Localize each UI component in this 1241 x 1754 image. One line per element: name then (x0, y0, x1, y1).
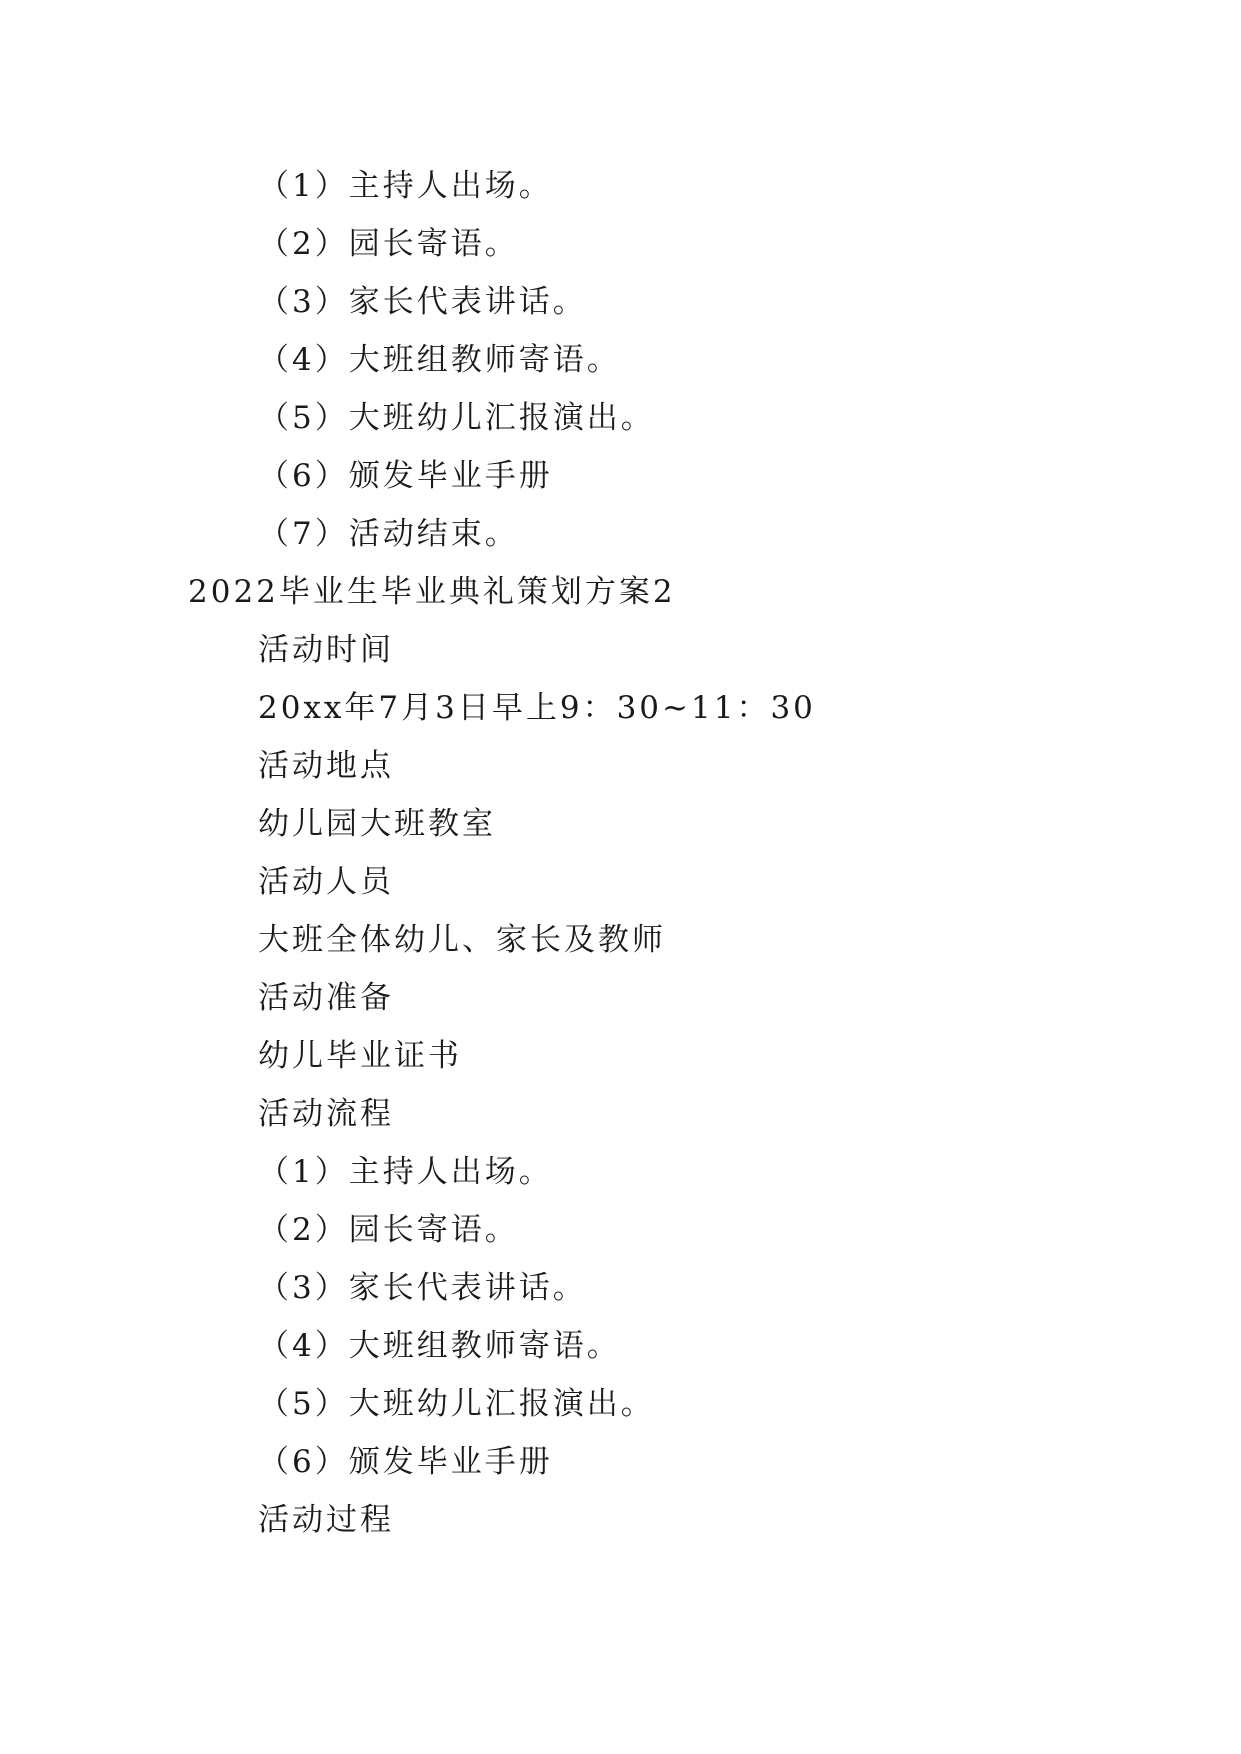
list-item: （3）家长代表讲话。 (258, 1270, 587, 1306)
list-item: （6）颁发毕业手册 (258, 1444, 553, 1480)
list-item: （6）颁发毕业手册 (258, 458, 553, 494)
list-item: （4）大班组教师寄语。 (258, 1328, 621, 1364)
paragraph-location-label: 活动地点 (258, 748, 394, 784)
list-item: （7）活动结束。 (258, 516, 519, 552)
paragraph-time-label: 活动时间 (258, 632, 394, 668)
list-item: （5）大班幼儿汇报演出。 (258, 400, 655, 436)
paragraph-closing: 活动过程 (258, 1502, 394, 1538)
paragraph-prep: 幼儿毕业证书 (258, 1038, 462, 1074)
list-item: （5）大班幼儿汇报演出。 (258, 1386, 655, 1422)
paragraph-process-label: 活动流程 (258, 1096, 394, 1132)
list-item: （3）家长代表讲话。 (258, 284, 587, 320)
paragraph-people-label: 活动人员 (258, 864, 394, 900)
list-item: （1）主持人出场。 (258, 168, 553, 204)
list-item: （1）主持人出场。 (258, 1154, 553, 1190)
list-item: （4）大班组教师寄语。 (258, 342, 621, 378)
paragraph-people: 大班全体幼儿、家长及教师 (258, 922, 666, 958)
paragraph-prep-label: 活动准备 (258, 980, 394, 1016)
list-item: （2）园长寄语。 (258, 226, 519, 262)
list-item: （2）园长寄语。 (258, 1212, 519, 1248)
paragraph-time: 20xx年7月3日早上9：30~11：30 (258, 690, 816, 726)
section-title: 2022毕业生毕业典礼策划方案2 (188, 574, 676, 610)
paragraph-location: 幼儿园大班教室 (258, 806, 496, 842)
